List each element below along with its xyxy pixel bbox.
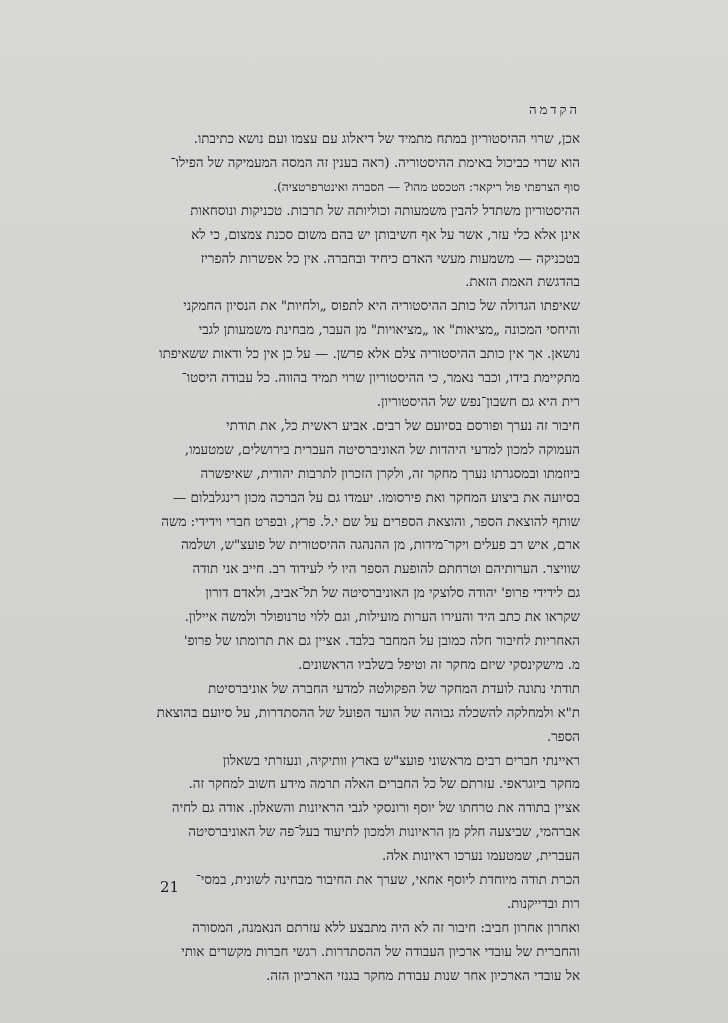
text-line: ראיינתי חברים רבים מראשוני פועצ"ש בארץ וותיקיה, ונעזרתי בשאלון <box>222 753 580 769</box>
text-line: ת"א ולמחלקה להשכלה גבוהה של הועד הפועל של ההסתדרות, על סיועם בהוצאת <box>156 705 580 721</box>
page-number: 21 <box>160 878 180 896</box>
text-line: הכרת תודה מיוחדת ליוסף אחאי, שערך את החיבור מבחינה לשונית, במסי־ <box>195 873 580 889</box>
text-line: הספר. <box>546 729 580 745</box>
text-line: נושאן. אך אין כותב ההיסטוריה צלם אלא פרשן. — על כן אין כל ודאות ששאיפתו <box>159 347 580 363</box>
text-line: שקראו את כתב היד והעירו הערות מועילות, וגם ללוי טרנופולר ולמשה איילון. <box>184 610 580 626</box>
text-line: אציין בתודה את טרחתו של יוסף ורונסקי לגבי הראיונות והשאלון. אודה גם לחיה <box>171 801 580 817</box>
text-line: העמוקה למכון למדעי היהדות של האוניברסיטה העברית בירושלים, שמטעמו, <box>184 442 580 458</box>
paragraph-7 <box>150 869 580 917</box>
text-line: חיבור זה נערך ופורסם בסיועם של רבים. אביע ראשית כל, את תודתי <box>226 418 580 434</box>
text-line: ארם, איש רב פעלים ויקר־מידות, מן ההנהגה ההיסטורית של פועצ"ש, ושלמה <box>181 538 580 554</box>
text-line: בסיועה את ביצוע המחקר ואת פירסומו. יעמדו גם על הברכה מכון רינגלבלום — <box>172 490 580 506</box>
text-line: והחברית של עובדי ארכיון העבודה של ההסתדרות. רגשי חברות מקשרים אותי <box>181 944 580 960</box>
text-line: מתקיימת בידו, וכבר נאמר, כי ההיסטוריון שרוי תמיד בהווה. כל עבודה היסטו־ <box>181 371 580 387</box>
running-head: הקדמה <box>529 103 580 118</box>
text-line: שותף להוצאת הספר, והוצאת הספרים על שם י.ל. פרץ, ובפרט חברי וידידי: משה <box>161 514 580 530</box>
text-line: העברית, שמטעמו נערכו ראיונות אלה. <box>382 849 580 865</box>
text-line: ואחרון אחרון חביב: חיבור זה לא היה מתבצע ללא עזרתם הנאמנה, המסורה <box>192 920 580 936</box>
paragraph-2 <box>150 200 580 296</box>
text-line: בהדגשת האמת הזאת. <box>465 275 580 291</box>
text-line: שאיפתו הגדולה של כותב ההיסטוריה היא לתפוס „ולחיות" את הנסיון החמקני <box>183 299 580 315</box>
text-line: מחקר ביוגראפי. עזרתם של כל החברים האלה תרמה מידע חשוב למחקר זה. <box>188 777 580 793</box>
paragraph-6 <box>150 750 580 870</box>
paragraph-8 <box>150 917 580 989</box>
text-line: גם לידידי פרופ' יהודה סלוצקי מן האוניברסיטה של תל־אביב, ולאדם דורון <box>205 586 580 602</box>
paragraph-3 <box>150 295 580 415</box>
text-line: אברהמי, שביצעה חלק מן הראיונות ולמכון לתיעוד בעל־פה של האוניברסיטה <box>188 825 580 841</box>
text-line: שוויצר. הערותיהם וטרחתם להופעת הספר היו לי לעידוד רב. חייב אני תודה <box>192 562 580 578</box>
text-line: תודתי נתונה לועדת המחקר של הפקולטה למדעי החברה של אוניברסיטת <box>208 681 580 697</box>
text-line: אכן, שרוי ההיסטוריון במתח מתמיד של דיאלוג עם עצמו ועם נושא כתיבתו. <box>193 132 580 147</box>
text-line: האחריות לחיבור חלה כמובן על המחבר בלבד. אציין גם את תרומתו של פרופ' <box>183 634 580 650</box>
text-line: ביוזמתו ובמסגרתו נערך מחקר זה, ולקרן הזכרון לתרבות יהודית, שאיפשרה <box>200 466 580 482</box>
text-line: סוף הצרפתי פול ריקאר: הטכסט מהו? — הסברה ואינטרפרטציה). <box>273 179 580 194</box>
text-line: הוא שרוי כביכול באימת ההיסטוריה. (ראה בענין זה המסה המעמיקה של הפילו־ <box>170 155 580 171</box>
text-line: אינן אלא כלי עזר, אשר על אף חשיבותן יש בהם משום סכנת צמצום, כי לא <box>191 227 580 243</box>
text-line: מ. מישקינסקי שיזם מחקר זה וטיפל בשלביו הראשונים. <box>298 657 580 673</box>
paragraph-4 <box>150 415 580 678</box>
text-line: והיחסי המכונה „מציאות" או „מציאויות" מן העבר, מבחינת משמעותן לגבי <box>198 323 580 339</box>
text-line: ההיסטוריון משתדל להבין משמעותה וכוליותה של תרבות. טכניקות ונוסחאות <box>190 203 580 219</box>
text-line: אל עובדי הארכיון אחר שנות עבודת מחקר בגנזי הארכיון הזה. <box>266 968 580 984</box>
paragraph-5 <box>150 678 580 750</box>
text-line: בטכניקה — משמעות מעשי האדם כיחיד ובחברה. אין כל אפשרות להפריז <box>200 251 580 267</box>
text-line: רות ובדייקנות. <box>506 897 580 912</box>
paragraph-1 <box>150 128 580 200</box>
body-text <box>150 128 580 989</box>
text-line: רית היא גם חשבון־נפש של ההיסטוריון. <box>376 394 580 410</box>
